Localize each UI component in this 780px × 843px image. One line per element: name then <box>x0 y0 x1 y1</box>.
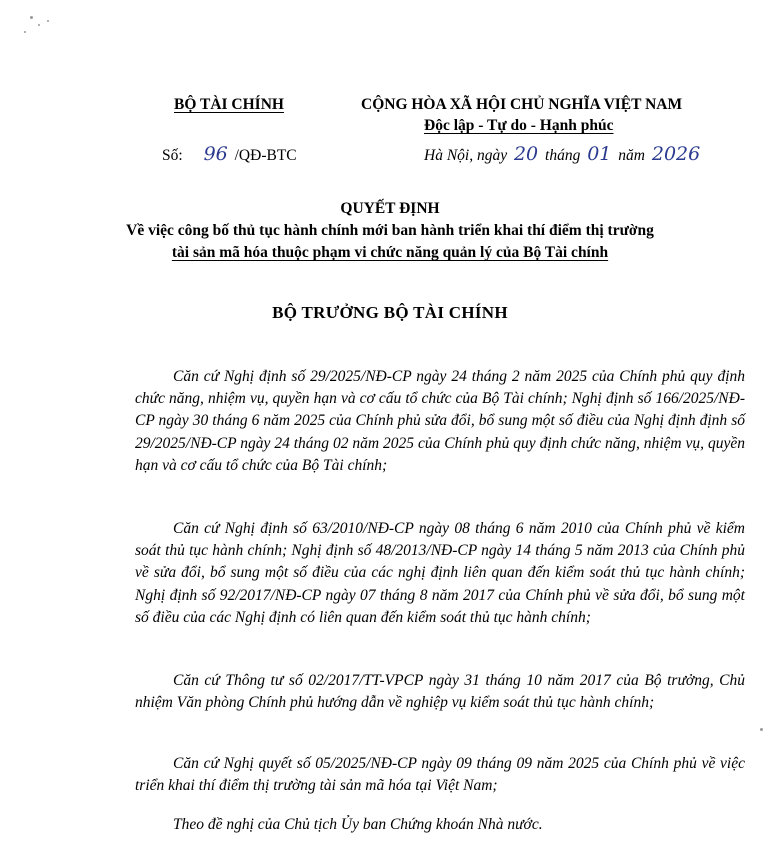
number-prefix: Số: <box>162 147 183 164</box>
scan-speck <box>30 16 33 19</box>
scan-speck <box>24 31 26 33</box>
date-month: 01 <box>587 143 612 165</box>
ministry-name: BỘ TÀI CHÍNH <box>174 96 284 113</box>
number-suffix: /QĐ-BTC <box>234 147 297 164</box>
national-motto: Độc lập - Tự do - Hạnh phúc <box>424 117 614 134</box>
place-label: Hà Nội, ngày <box>424 147 508 164</box>
legal-basis-paragraph: Căn cứ Thông tư số 02/2017/TT-VPCP ngày 31 tháng 10 năm 2017 của Bộ trưởng, Chủ nhiệm Văn phòng Chính phủ hướng dẫn về nghiệp vụ kiểm soát thủ tục hành chính; <box>135 672 745 712</box>
legal-basis-paragraph: Căn cứ Nghị định số 29/2025/NĐ-CP ngày 24 tháng 2 năm 2025 của Chính phủ quy định chức năng, nhiệm vụ, quyền hạn và cơ cấu tổ chức của Bộ Tài chính; Nghị định số 166/2025/NĐ-CP ngày 30 tháng 6 năm 2025 của Chính phủ sửa đổi, bổ sung một số điều của Nghị định định số 29/2025/NĐ-CP ngày 24 tháng 02 năm 2025 của Chính phủ quy định chức năng, nhiệm vụ, quyền hạn và cơ cấu tổ chức của Bộ Tài chính; <box>135 368 745 474</box>
legal-basis-paragraph: Căn cứ Nghị định số 63/2010/NĐ-CP ngày 08 tháng 6 năm 2010 của Chính phủ về kiểm soát thủ tục hành chính; Nghị định số 48/2013/NĐ-CP ngày 14 tháng 5 năm 2013 của Chính phủ về sửa đổi, bổ sung một số điều của các nghị định liên quan đến kiểm soát thủ tục hành chính; Nghị định số 92/2017/NĐ-CP ngày 07 tháng 8 năm 2017 của Chính phủ về sửa đổi, bổ sung một số điều của các Nghị định có liên quan đến kiểm soát thủ tục hành chính; <box>135 520 745 626</box>
year-label: năm <box>618 147 645 164</box>
decision-heading: QUYẾT ĐỊNH <box>340 200 440 217</box>
decision-subject-line1: Về việc công bố thủ tục hành chính mới ban hành triển khai thí điểm thị trường <box>126 222 654 239</box>
decision-subject-line2: tài sản mã hóa thuộc phạm vi chức năng quản lý của Bộ Tài chính <box>171 244 609 261</box>
number-value: 96 <box>203 143 228 165</box>
scan-speck <box>38 24 40 26</box>
issuing-authority: BỘ TRƯỞNG BỘ TÀI CHÍNH <box>272 303 508 322</box>
document-number <box>162 143 297 165</box>
month-label: tháng <box>545 147 581 164</box>
scan-speck <box>47 20 49 22</box>
legal-basis-paragraph: Căn cứ Nghị quyết số 05/2025/NĐ-CP ngày 09 tháng 09 năm 2025 của Chính phủ về việc triển khai thí điểm thị trường tài sản mã hóa tại Việt Nam; <box>135 755 745 795</box>
scan-speck <box>760 728 763 731</box>
decision-subject-line2-wrap <box>0 244 780 262</box>
proposal-paragraph: Theo đề nghị của Chủ tịch Ủy ban Chứng khoán Nhà nước. <box>173 816 543 833</box>
date-day: 20 <box>513 143 539 165</box>
national-title: CỘNG HÒA XÃ HỘI CHỦ NGHĨA VIỆT NAM <box>361 96 683 113</box>
date-year: 2026 <box>651 143 701 165</box>
place-date <box>424 143 703 165</box>
